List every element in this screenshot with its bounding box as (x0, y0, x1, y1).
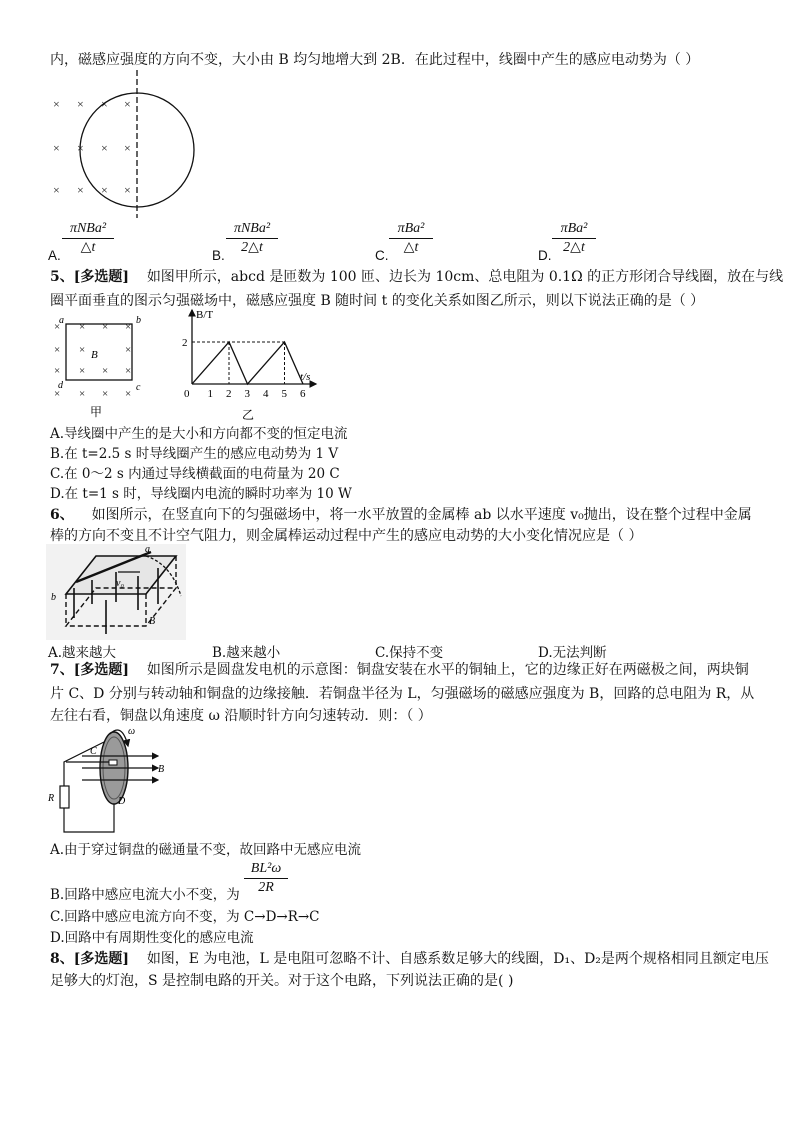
svg-text:×: × (77, 183, 84, 197)
x-tick-label: 5 (281, 388, 287, 400)
question-number: 8、 (50, 951, 74, 967)
svg-text:×: × (125, 344, 132, 356)
x-tick-label: 3 (244, 388, 250, 400)
svg-text:×: × (124, 97, 131, 111)
q6-stem-line1: 6、 如图所示，在竖直向下的匀强磁场中，将一水平放置的金属棒 ab 以水平速度 v₀抛出，设在整个过程中金属 (50, 507, 752, 523)
svg-text:×: × (54, 388, 61, 400)
q7-stem-line2: 片 C、D 分别与转动轴和铜盘的边缘接触．若铜盘半径为 L，匀强磁场的磁感应强度为 B，回路的总电阻为 R，从 (50, 686, 755, 702)
svg-text:×: × (125, 388, 132, 400)
svg-text:×: × (102, 365, 109, 377)
y-axis-label: B/T (196, 309, 214, 321)
q5-stem-line2: 圈平面垂直的图示匀强磁场中，磁感应强度 B 随时间 t 的变化关系如图乙所示，则以下说法正确的是（ ） (50, 293, 705, 309)
q6-figure-projectile-rod (46, 544, 186, 640)
fraction: $\frac{\text{BL²ω}}{2R}$ (244, 860, 288, 897)
svg-text:B: B (149, 616, 156, 627)
q5-stem-line1: 5、[多选题] 如图甲所示，abcd 是匝数为 100 匝、边长为 10cm、总电阻为 0.1Ω 的正方形闭合导线圈，放在与线 (50, 269, 784, 285)
svg-text:×: × (53, 141, 60, 155)
q8-stem-line1: 8、[多选题] 如图，E 为电池，L 是电阻可忽略不计、自感系数足够大的线圈，D₁、D₂是两个规格相同且额定电压 (50, 951, 769, 967)
svg-text:×: × (125, 321, 132, 333)
svg-text:C: C (90, 746, 97, 757)
q6-option-b[interactable]: B.越来越小 (212, 645, 281, 661)
q7-option-c[interactable]: C.回路中感应电流方向不变，为 C→D→R→C (50, 909, 320, 925)
q8-stem-line2: 足够大的灯泡，S 是控制电路的开关。对于这个电路，下列说法正确的是( ) (50, 973, 514, 989)
q7-stem-line3: 左往右看，铜盘以角速度 ω 沿顺时针方向匀速转动．则：（ ） (50, 708, 432, 724)
svg-text:×: × (101, 97, 108, 111)
svg-text:B: B (91, 349, 98, 361)
svg-text:甲: 甲 (90, 405, 103, 419)
q5-figure-jia (46, 312, 156, 424)
svg-text:×: × (101, 183, 108, 197)
x-tick-label: 2 (226, 388, 232, 400)
multi-choice-tag: [多选题] (73, 269, 129, 285)
series-line-b (192, 342, 303, 384)
svg-text:×: × (102, 321, 109, 333)
q6-option-c[interactable]: C.保持不变 (375, 645, 444, 661)
svg-text:×: × (54, 365, 61, 377)
svg-text:b: b (51, 592, 56, 603)
svg-text:×: × (54, 344, 61, 356)
y-tick-2: 2 (182, 337, 188, 349)
svg-text:×: × (102, 388, 109, 400)
svg-text:×: × (125, 365, 132, 377)
fraction: πNBa² △t (62, 220, 114, 257)
x-axis-label: t/s (300, 371, 311, 383)
svg-text:×: × (124, 183, 131, 197)
svg-text:R: R (48, 793, 55, 804)
svg-text:a: a (145, 544, 150, 555)
figure-caption: 乙 (242, 408, 255, 422)
q4-stem-tail: 内，磁感应强度的方向不变，大小由 B 均匀地增大到 2B．在此过程中，线圈中产生的感应电动势为（ ） (50, 52, 700, 68)
svg-text:×: × (124, 141, 131, 155)
q6-option-a[interactable]: A.越来越大 (48, 645, 117, 661)
x-tick-label: 6 (300, 388, 306, 400)
x-tick-label: 1 (207, 388, 213, 400)
svg-text:ω: ω (128, 726, 136, 737)
svg-text:B: B (158, 764, 165, 775)
question-number: 6、 (50, 507, 74, 523)
svg-text:v₀: v₀ (116, 578, 124, 589)
q7-option-d[interactable]: D.回路中有周期性变化的感应电流 (50, 930, 254, 946)
svg-text:c: c (136, 382, 141, 393)
fraction: πBa² △t (389, 220, 433, 257)
x-tick-label: 4 (263, 388, 269, 400)
svg-text:a: a (59, 315, 64, 326)
q6-option-d[interactable]: D.无法判断 (538, 645, 607, 661)
q5-figure-yi-bt-graph (176, 306, 326, 424)
fraction: πBa² 2△t (552, 220, 596, 257)
q5-option-c[interactable]: C.在 0～2 s 内通过导线横截面的电荷量为 20 C (50, 466, 340, 482)
svg-text:×: × (79, 388, 86, 400)
q5-option-b[interactable]: B.在 t=2.5 s 时导线圈产生的感应电动势为 1 V (50, 446, 339, 462)
question-number: 5、 (50, 269, 74, 285)
question-number: 7、 (50, 662, 74, 678)
svg-text:×: × (53, 183, 60, 197)
q7-stem-line1: 7、[多选题] 如图所示是圆盘发电机的示意图：铜盘安装在水平的铜轴上，它的边缘正好在两磁极之间，两块铜 (50, 662, 749, 678)
q7-figure-disk-generator (46, 724, 196, 836)
q5-option-d[interactable]: D.在 t=1 s 时，导线圈内电流的瞬时功率为 10 W (50, 486, 352, 502)
svg-text:×: × (77, 141, 84, 155)
svg-text:×: × (101, 141, 108, 155)
svg-text:×: × (54, 321, 61, 333)
q5-option-a[interactable]: A.导线圈中产生的是大小和方向都不变的恒定电流 (50, 426, 348, 442)
svg-text:×: × (79, 321, 86, 333)
fraction: πNBa² 2△t (226, 220, 278, 257)
svg-text:×: × (53, 97, 60, 111)
svg-text:×: × (79, 344, 86, 356)
multi-choice-tag: [多选题] (73, 951, 129, 967)
x-tick-label: 0 (184, 388, 190, 400)
multi-choice-tag: [多选题] (73, 662, 129, 678)
svg-text:D: D (118, 796, 126, 807)
svg-text:b: b (136, 315, 141, 326)
q4-figure-circle-field (44, 70, 214, 220)
q6-stem-line2: 棒的方向不变且不计空气阻力，则金属棒运动过程中产生的感应电动势的大小变化情况应是（ ） (50, 528, 643, 544)
svg-text:×: × (77, 97, 84, 111)
q7-option-a[interactable]: A.由于穿过铜盘的磁通量不变，故回路中无感应电流 (50, 842, 362, 858)
svg-text:d: d (58, 380, 63, 391)
svg-text:×: × (79, 365, 86, 377)
